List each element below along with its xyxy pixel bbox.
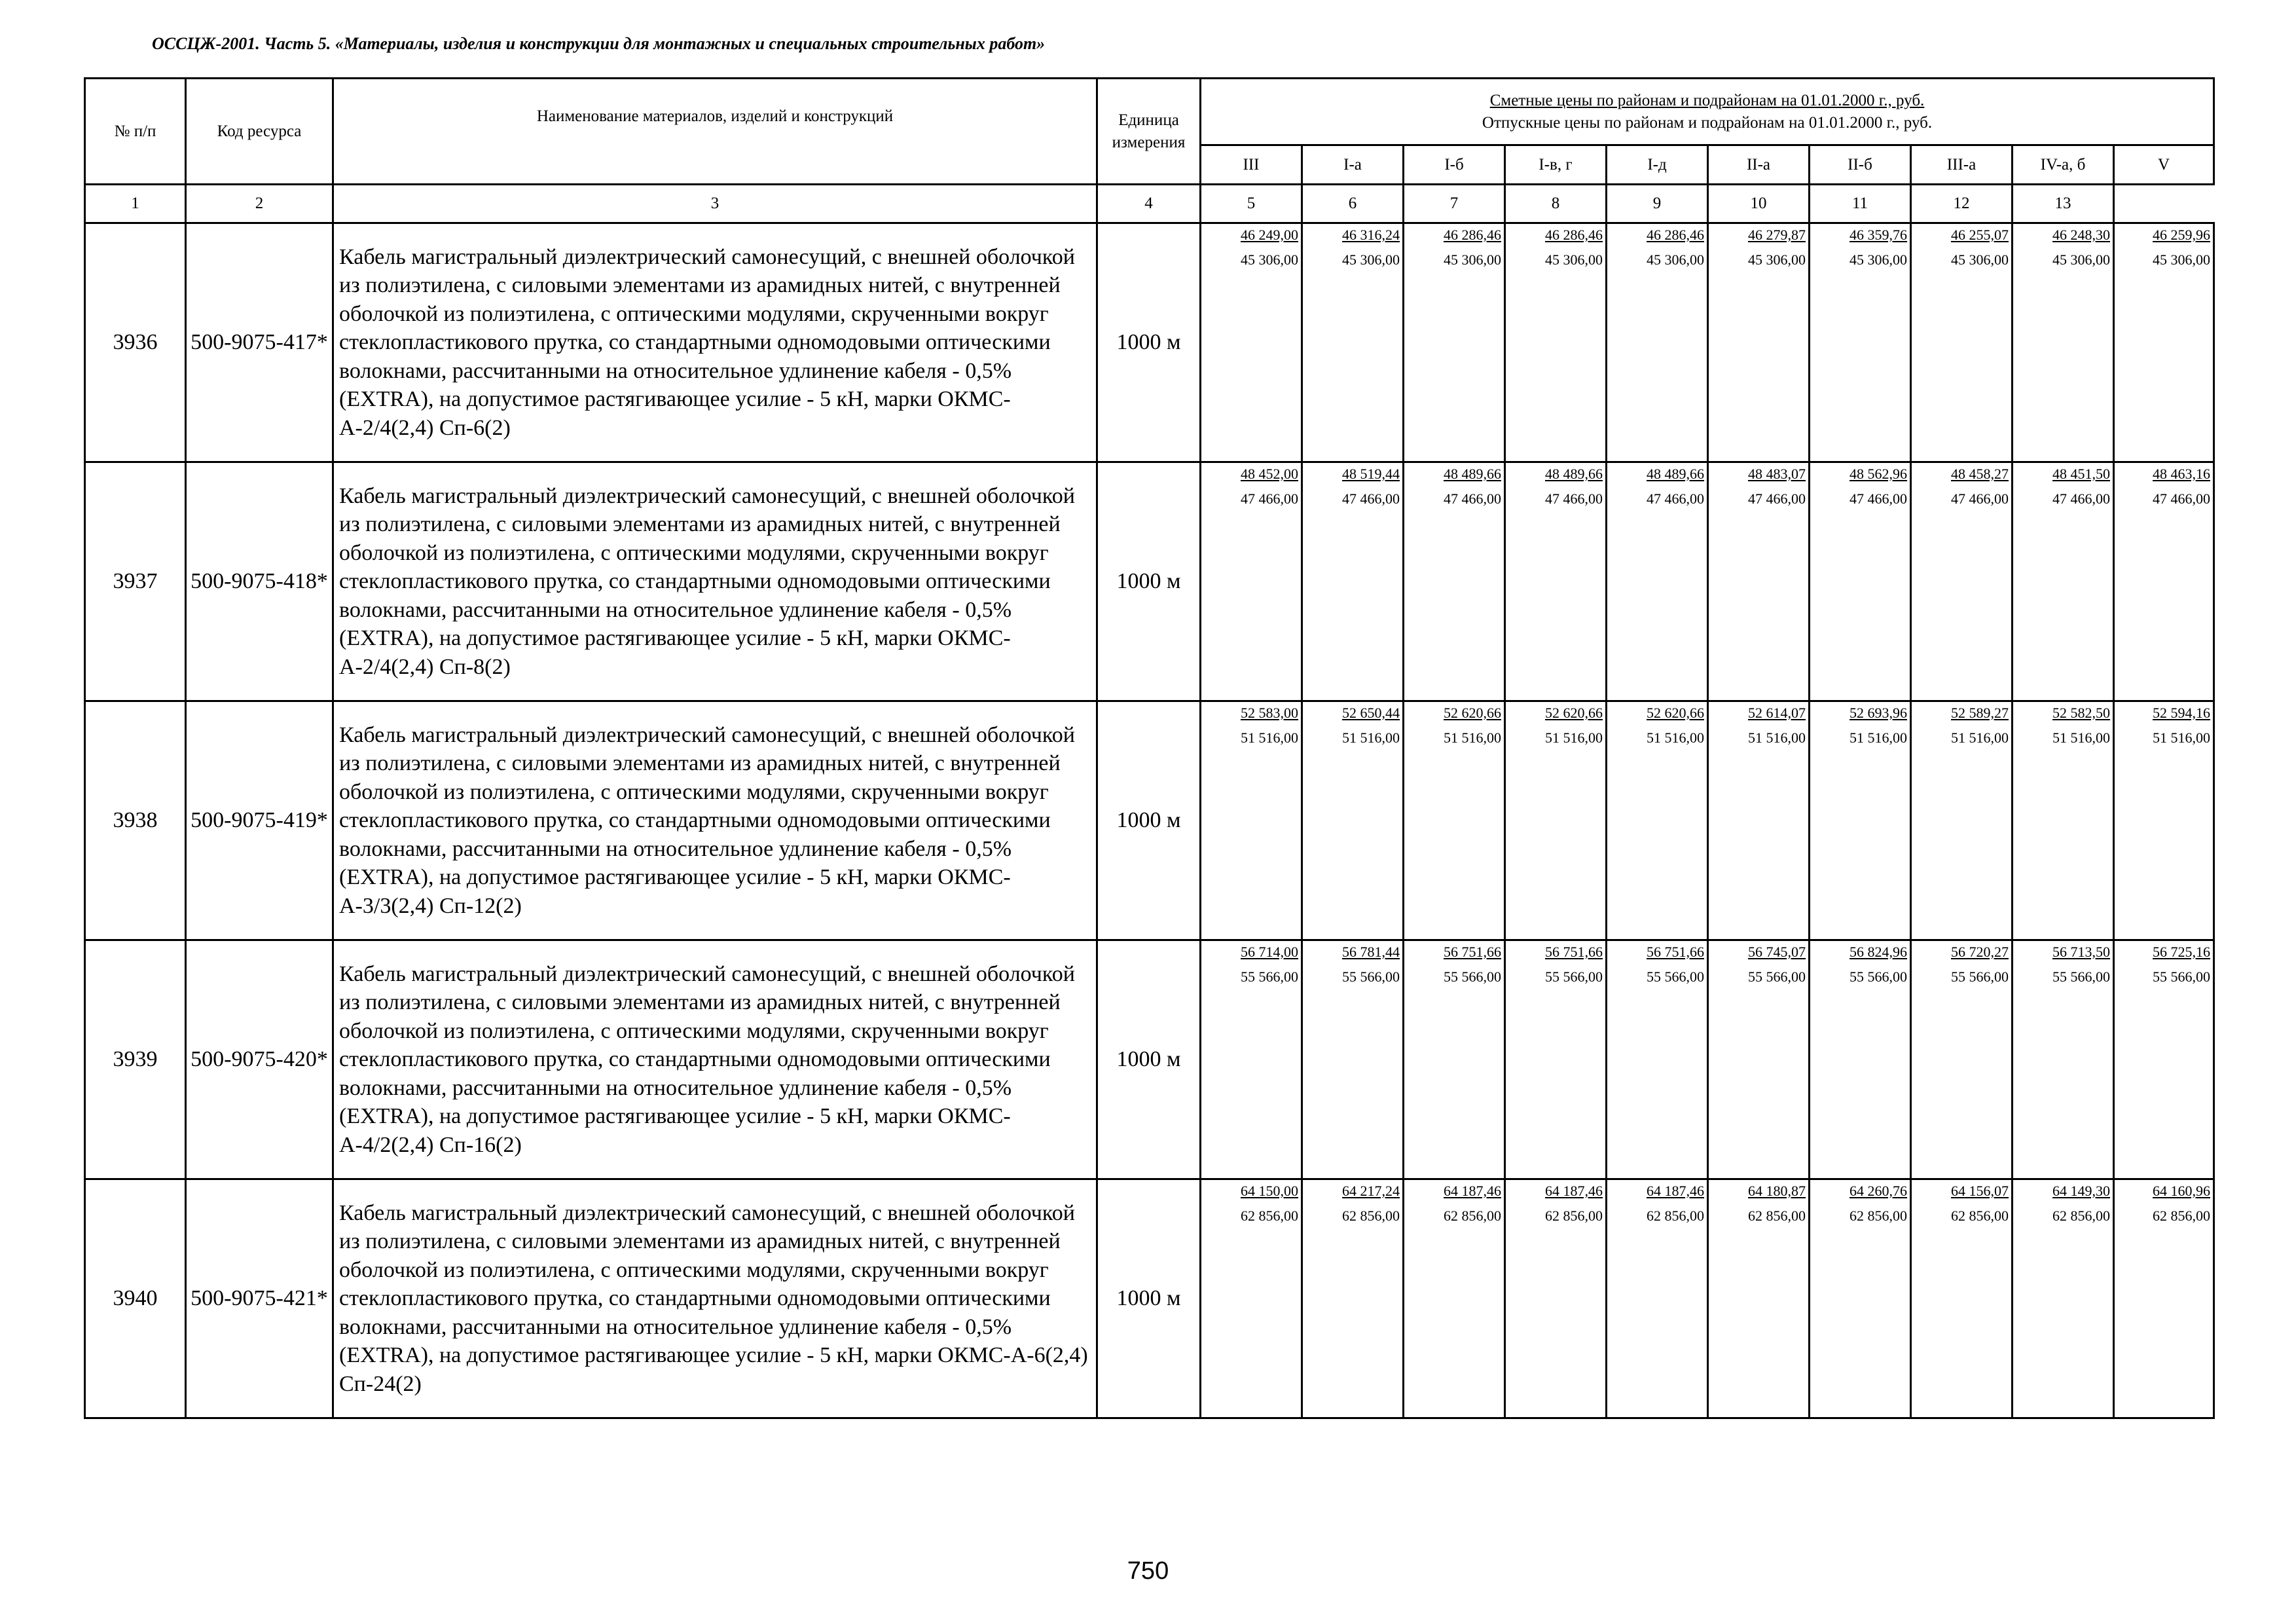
release-price: 62 856,00	[1748, 1208, 1806, 1224]
estimate-price: 46 286,46	[1647, 227, 1704, 243]
price-cell	[1404, 223, 1505, 462]
table-row	[85, 462, 2214, 701]
price-cell	[2114, 701, 2214, 940]
price-table	[84, 77, 2215, 1419]
price-cell	[1302, 223, 1404, 462]
price-cell	[2114, 462, 2214, 701]
release-price: 51 516,00	[1850, 729, 1907, 746]
price-cell	[2114, 223, 2214, 462]
release-price: 62 856,00	[1647, 1208, 1704, 1224]
column-number: 1	[85, 185, 186, 223]
release-price: 45 306,00	[1951, 251, 2009, 268]
price-cell	[1810, 940, 1911, 1179]
estimate-price: 64 187,46	[1647, 1183, 1704, 1199]
row-number-cell: 3936	[85, 223, 186, 462]
estimate-price: 52 583,00	[1241, 705, 1298, 721]
release-price: 45 306,00	[1241, 251, 1298, 268]
release-price: 55 566,00	[1748, 969, 1806, 985]
estimate-price: 64 156,07	[1951, 1183, 2009, 1199]
header-cell-region: I-в, г	[1505, 145, 1607, 185]
release-price: 62 856,00	[2052, 1208, 2110, 1224]
price-cell	[1201, 701, 1302, 940]
estimate-price: 46 249,00	[1241, 227, 1298, 243]
resource-code-cell: 500-9075-421*	[186, 1179, 333, 1418]
estimate-price: 56 751,66	[1545, 944, 1603, 960]
estimate-price: 46 316,24	[1342, 227, 1400, 243]
material-name-cell: Кабель магистральный диэлектрический самонесущий, с внешней оболочкой из полиэтилена, с силовыми элементами из арамидных нитей, с внутренней оболочкой из полиэтилена, с оптическими модулями, скрученными вокруг стеклопластикового прутка, со стандартными одномодовыми оптическими волокнами, рассчитанными на относительное удлинение кабеля - 0,5% (EXTRA), на допустимое растягивающее усилие - 5 кН, марки ОКМС-А-4/2(2,4) Сп-16(2)	[333, 940, 1097, 1179]
table-row	[85, 940, 2214, 1179]
header-cell-unit: Единица измерения	[1097, 79, 1201, 185]
estimate-price: 52 650,44	[1342, 705, 1400, 721]
release-price: 55 566,00	[1545, 969, 1603, 985]
price-cell	[1404, 462, 1505, 701]
price-cell	[1810, 462, 1911, 701]
release-price: 55 566,00	[1241, 969, 1298, 985]
column-number: 4	[1097, 185, 1201, 223]
price-cell	[2114, 1179, 2214, 1418]
header-cell-prices	[1201, 79, 2214, 145]
estimate-price: 46 259,96	[2153, 227, 2211, 243]
estimate-price: 52 614,07	[1748, 705, 1806, 721]
price-cell	[1505, 701, 1607, 940]
column-number: 10	[1708, 185, 1810, 223]
price-cell	[1302, 462, 1404, 701]
price-cell	[1708, 462, 1810, 701]
estimate-price: 48 458,27	[1951, 466, 2009, 482]
row-number-cell: 3939	[85, 940, 186, 1179]
release-price: 45 306,00	[1850, 251, 1907, 268]
estimate-price: 46 255,07	[1951, 227, 2009, 243]
prices-title: Сметные цены по районам и подрайонам на 01.01.2000 г., руб.	[1489, 91, 1925, 109]
document-header: ОССЦЖ-2001. Часть 5. «Материалы, изделия и конструкции для монтажных и специальных строительных работ»	[152, 34, 1046, 53]
price-cell	[1708, 940, 1810, 1179]
column-number: 9	[1607, 185, 1708, 223]
column-number: 5	[1201, 185, 1302, 223]
price-cell	[1911, 701, 2013, 940]
resource-code-cell: 500-9075-418*	[186, 462, 333, 701]
material-name-cell: Кабель магистральный диэлектрический самонесущий, с внешней оболочкой из полиэтилена, с силовыми элементами из арамидных нитей, с внутренней оболочкой из полиэтилена, с оптическими модулями, скрученными вокруг стеклопластикового прутка, со стандартными одномодовыми оптическими волокнами, рассчитанными на относительное удлинение кабеля - 0,5% (EXTRA), на допустимое растягивающее усилие - 5 кН, марки ОКМС-А-2/4(2,4) Сп-6(2)	[333, 223, 1097, 462]
estimate-price: 56 714,00	[1241, 944, 1298, 960]
release-price: 62 856,00	[1241, 1208, 1298, 1224]
estimate-price: 46 248,30	[2052, 227, 2110, 243]
release-price: 47 466,00	[1850, 490, 1907, 507]
unit-cell: 1000 м	[1097, 223, 1201, 462]
price-cell	[2013, 462, 2114, 701]
estimate-price: 64 260,76	[1850, 1183, 1907, 1199]
release-price: 45 306,00	[1545, 251, 1603, 268]
price-cell	[1911, 1179, 2013, 1418]
estimate-price: 52 589,27	[1951, 705, 2009, 721]
estimate-price: 64 187,46	[1444, 1183, 1501, 1199]
release-price: 45 306,00	[1342, 251, 1400, 268]
estimate-price: 56 713,50	[2052, 944, 2110, 960]
column-number: 2	[186, 185, 333, 223]
release-price: 45 306,00	[2052, 251, 2110, 268]
price-cell	[1708, 701, 1810, 940]
estimate-price: 56 745,07	[1748, 944, 1806, 960]
release-price: 55 566,00	[1850, 969, 1907, 985]
price-cell	[1607, 1179, 1708, 1418]
row-number-cell: 3940	[85, 1179, 186, 1418]
estimate-price: 64 180,87	[1748, 1183, 1806, 1199]
price-cell	[1302, 940, 1404, 1179]
estimate-price: 56 824,96	[1850, 944, 1907, 960]
release-price: 51 516,00	[1342, 729, 1400, 746]
material-name-cell: Кабель магистральный диэлектрический самонесущий, с внешней оболочкой из полиэтилена, с силовыми элементами из арамидных нитей, с внутренней оболочкой из полиэтилена, с оптическими модулями, скрученными вокруг стеклопластикового прутка, со стандартными одномодовыми оптическими волокнами, рассчитанными на относительное удлинение кабеля - 0,5% (EXTRA), на допустимое растягивающее усилие - 5 кН, марки ОКМС-А-3/3(2,4) Сп-12(2)	[333, 701, 1097, 940]
price-cell	[1810, 223, 1911, 462]
release-price: 45 306,00	[1748, 251, 1806, 268]
price-cell	[1607, 701, 1708, 940]
unit-cell: 1000 м	[1097, 701, 1201, 940]
row-number-cell: 3937	[85, 462, 186, 701]
header-cell-region: III	[1201, 145, 1302, 185]
price-cell	[1201, 1179, 1302, 1418]
estimate-price: 48 451,50	[2052, 466, 2110, 482]
column-number: 8	[1505, 185, 1607, 223]
price-cell	[1302, 701, 1404, 940]
table-row	[85, 1179, 2214, 1418]
price-cell	[1607, 462, 1708, 701]
estimate-price: 48 483,07	[1748, 466, 1806, 482]
release-price: 55 566,00	[2153, 969, 2211, 985]
header-cell-region: I-б	[1404, 145, 1505, 185]
price-cell	[1505, 223, 1607, 462]
estimate-price: 48 519,44	[1342, 466, 1400, 482]
header-cell-region: I-д	[1607, 145, 1708, 185]
release-price: 51 516,00	[1444, 729, 1501, 746]
price-cell	[1201, 940, 1302, 1179]
column-number: 12	[1911, 185, 2013, 223]
estimate-price: 46 279,87	[1748, 227, 1806, 243]
estimate-price: 56 781,44	[1342, 944, 1400, 960]
estimate-price: 48 489,66	[1545, 466, 1603, 482]
price-cell	[1201, 462, 1302, 701]
release-price: 45 306,00	[1444, 251, 1501, 268]
price-cell	[1911, 940, 2013, 1179]
resource-code-cell: 500-9075-420*	[186, 940, 333, 1179]
release-price: 51 516,00	[1647, 729, 1704, 746]
header-cell-region: III-а	[1911, 145, 2013, 185]
resource-code-cell: 500-9075-419*	[186, 701, 333, 940]
price-cell	[1708, 223, 1810, 462]
release-price: 55 566,00	[1647, 969, 1704, 985]
header-cell-region: V	[2114, 145, 2214, 185]
estimate-price: 64 150,00	[1241, 1183, 1298, 1199]
estimate-price: 52 620,66	[1647, 705, 1704, 721]
row-number-cell: 3938	[85, 701, 186, 940]
price-cell	[1505, 940, 1607, 1179]
price-cell	[1911, 223, 2013, 462]
header-cell-number: № п/п	[85, 79, 186, 185]
estimate-price: 64 217,24	[1342, 1183, 1400, 1199]
release-price: 51 516,00	[1545, 729, 1603, 746]
release-price: 47 466,00	[2052, 490, 2110, 507]
estimate-price: 48 489,66	[1647, 466, 1704, 482]
release-price: 62 856,00	[1444, 1208, 1501, 1224]
price-cell	[1810, 1179, 1911, 1418]
estimate-price: 52 582,50	[2052, 705, 2110, 721]
release-price: 47 466,00	[1951, 490, 2009, 507]
estimate-price: 48 562,96	[1850, 466, 1907, 482]
price-cell	[1201, 223, 1302, 462]
price-cell	[1708, 1179, 1810, 1418]
estimate-price: 56 725,16	[2153, 944, 2211, 960]
column-number: 7	[1404, 185, 1505, 223]
estimate-price: 52 693,96	[1850, 705, 1907, 721]
price-cell	[2013, 1179, 2114, 1418]
release-price: 62 856,00	[1545, 1208, 1603, 1224]
estimate-price: 56 751,66	[1647, 944, 1704, 960]
release-price: 47 466,00	[1748, 490, 1806, 507]
price-cell	[1911, 462, 2013, 701]
resource-code-cell: 500-9075-417*	[186, 223, 333, 462]
release-price: 62 856,00	[2153, 1208, 2211, 1224]
estimate-price: 64 187,46	[1545, 1183, 1603, 1199]
price-cell	[1302, 1179, 1404, 1418]
estimate-price: 48 463,16	[2153, 466, 2211, 482]
price-cell	[1505, 462, 1607, 701]
prices-subtitle: Отпускные цены по районам и подрайонам на 01.01.2000 г., руб.	[1482, 113, 1933, 132]
column-number: 13	[2013, 185, 2114, 223]
release-price: 55 566,00	[1444, 969, 1501, 985]
unit-cell: 1000 м	[1097, 1179, 1201, 1418]
price-cell	[1404, 1179, 1505, 1418]
release-price: 45 306,00	[2153, 251, 2211, 268]
estimate-price: 52 620,66	[1444, 705, 1501, 721]
release-price: 47 466,00	[1444, 490, 1501, 507]
estimate-price: 64 160,96	[2153, 1183, 2211, 1199]
price-cell	[2013, 701, 2114, 940]
release-price: 51 516,00	[1241, 729, 1298, 746]
release-price: 47 466,00	[1342, 490, 1400, 507]
unit-cell: 1000 м	[1097, 462, 1201, 701]
estimate-price: 48 489,66	[1444, 466, 1501, 482]
estimate-price: 46 359,76	[1850, 227, 1907, 243]
estimate-price: 56 720,27	[1951, 944, 2009, 960]
estimate-price: 46 286,46	[1444, 227, 1501, 243]
release-price: 51 516,00	[1951, 729, 2009, 746]
estimate-price: 46 286,46	[1545, 227, 1603, 243]
header-cell-region: II-а	[1708, 145, 1810, 185]
release-price: 47 466,00	[1545, 490, 1603, 507]
header-cell-code: Код ресурса	[186, 79, 333, 185]
unit-cell: 1000 м	[1097, 940, 1201, 1179]
material-name-cell: Кабель магистральный диэлектрический самонесущий, с внешней оболочкой из полиэтилена, с силовыми элементами из арамидных нитей, с внутренней оболочкой из полиэтилена, с оптическими модулями, скрученными вокруг стеклопластикового прутка, со стандартными одномодовыми оптическими волокнами, рассчитанными на относительное удлинение кабеля - 0,5% (EXTRA), на допустимое растягивающее усилие - 5 кН, марки ОКМС-А-6(2,4) Сп-24(2)	[333, 1179, 1097, 1418]
estimate-price: 52 594,16	[2153, 705, 2211, 721]
price-cell	[2013, 940, 2114, 1179]
price-cell	[1404, 940, 1505, 1179]
estimate-price: 52 620,66	[1545, 705, 1603, 721]
material-name-cell: Кабель магистральный диэлектрический самонесущий, с внешней оболочкой из полиэтилена, с силовыми элементами из арамидных нитей, с внутренней оболочкой из полиэтилена, с оптическими модулями, скрученными вокруг стеклопластикового прутка, со стандартными одномодовыми оптическими волокнами, рассчитанными на относительное удлинение кабеля - 0,5% (EXTRA), на допустимое растягивающее усилие - 5 кН, марки ОКМС-А-2/4(2,4) Сп-8(2)	[333, 462, 1097, 701]
price-cell	[1607, 940, 1708, 1179]
price-cell	[2013, 223, 2114, 462]
release-price: 47 466,00	[1241, 490, 1298, 507]
header-cell-name: Наименование материалов, изделий и конструкций	[333, 79, 1097, 185]
price-cell	[1810, 701, 1911, 940]
header-cell-region: II-б	[1810, 145, 1911, 185]
release-price: 45 306,00	[1647, 251, 1704, 268]
release-price: 55 566,00	[2052, 969, 2110, 985]
column-number: 3	[333, 185, 1097, 223]
release-price: 47 466,00	[1647, 490, 1704, 507]
release-price: 55 566,00	[1951, 969, 2009, 985]
estimate-price: 64 149,30	[2052, 1183, 2110, 1199]
column-number: 6	[1302, 185, 1404, 223]
table-row	[85, 223, 2214, 462]
release-price: 51 516,00	[2153, 729, 2211, 746]
header-cell-region: IV-а, б	[2013, 145, 2114, 185]
column-number: 11	[1810, 185, 1911, 223]
release-price: 47 466,00	[2153, 490, 2211, 507]
release-price: 62 856,00	[1342, 1208, 1400, 1224]
price-cell	[1607, 223, 1708, 462]
estimate-price: 48 452,00	[1241, 466, 1298, 482]
page-number: 750	[1127, 1557, 1169, 1585]
price-cell	[1404, 701, 1505, 940]
release-price: 51 516,00	[2052, 729, 2110, 746]
price-cell	[2114, 940, 2214, 1179]
release-price: 62 856,00	[1850, 1208, 1907, 1224]
release-price: 62 856,00	[1951, 1208, 2009, 1224]
header-cell-region: I-а	[1302, 145, 1404, 185]
table-row	[85, 701, 2214, 940]
price-cell	[1505, 1179, 1607, 1418]
release-price: 55 566,00	[1342, 969, 1400, 985]
estimate-price: 56 751,66	[1444, 944, 1501, 960]
release-price: 51 516,00	[1748, 729, 1806, 746]
